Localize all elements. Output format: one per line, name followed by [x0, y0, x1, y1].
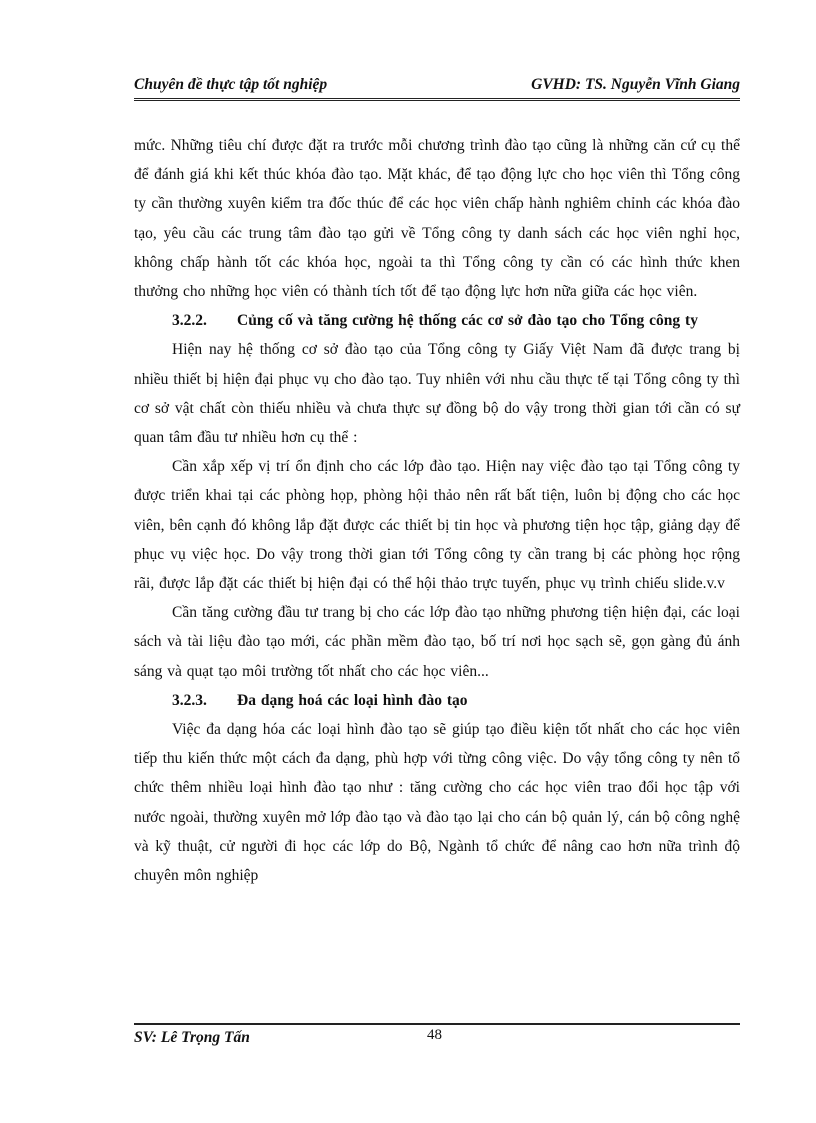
page-header — [134, 72, 740, 101]
paragraph: mức. Những tiêu chí được đặt ra trước mỗi chương trình đào tạo cũng là những căn cứ cụ thể để đánh giá khi kết thúc khóa đào tạo. Mặt khác, để tạo động lực cho học viên thì Tổng công ty cần thường xuyên kiểm tra đốc thúc để các học viên chấp hành nghiêm chỉnh các khóa đào tạo, yêu cầu các trung tâm đào tạo gửi về Tổng công ty danh sách các học viên nghỉ học, không chấp hành tốt các khóa học, ngoài ta thì Tổng công ty cần có các hình thức khen thưởng cho những học viên có thành tích tốt để tạo động lực hơn nữa giữa các học viên. — [134, 137, 740, 301]
paragraph: Việc đa dạng hóa các loại hình đào tạo sẽ giúp tạo điều kiện tốt nhất cho các học viên tiếp thu kiến thức một cách đa dạng, phù hợp với từng công việc. Do vậy tổng công ty nên tổ chức thêm nhiều loại hình đào tạo như : tăng cường cho các học viên trao đổi học tập với nước ngoài, thường xuyên mở lớp đào tạo và đào tạo lại cho cán bộ quản lý, cán bộ công nghệ và kỹ thuật, cử người đi học các lớp do Bộ, Ngành tổ chức để nâng cao hơn nữa trình độ chuyên môn nghiệp — [134, 721, 740, 885]
section-number: 3.2.2. — [172, 312, 207, 330]
paragraph: Hiện nay hệ thống cơ sở đào tạo của Tổng công ty Giấy Việt Nam đã được trang bị nhiều thiết bị hiện đại phục vụ cho đào tạo. Tuy nhiên với nhu cầu thực tế tại Tổng công ty thì cơ sở vật chất còn thiếu nhiều và chưa thực sự đồng bộ do vậy trong thời gian tới cần có sự quan tâm đầu tư nhiều hơn cụ thể : — [134, 341, 740, 447]
section-heading-3-2-2 — [134, 306, 740, 335]
page-number: 48 — [427, 1027, 442, 1043]
header-document-title: Chuyên đề thực tập tốt nghiệp — [134, 76, 328, 93]
section-title: Đa dạng hoá các loại hình đào tạo — [237, 691, 468, 709]
page-footer — [134, 1023, 740, 1055]
section-heading-3-2-3 — [134, 686, 740, 715]
section-title: Củng cố và tăng cường hệ thống các cơ sở đào tạo cho Tổng công ty — [237, 312, 698, 330]
paragraph: Cần tăng cường đầu tư trang bị cho các lớp đào tạo những phương tiện hiện đại, các loại sách và tài liệu đào tạo mới, các phần mềm đào tạo, bố trí nơi học sạch sẽ, gọn gàng đủ ánh sáng và quạt tạo môi trường tốt nhất cho các học viên... — [134, 604, 740, 680]
page-body — [134, 131, 740, 890]
section-number: 3.2.3. — [172, 691, 207, 709]
header-advisor: GVHD: TS. Nguyễn Vĩnh Giang — [531, 76, 740, 93]
footer-student-name: SV: Lê Trọng Tấn — [134, 1029, 250, 1046]
paragraph: Cần xắp xếp vị trí ổn định cho các lớp đào tạo. Hiện nay việc đào tạo tại Tổng công ty được triển khai tại các phòng họp, phòng hội thảo nên rất bất tiện, luôn bị động cho các học viên, bên cạnh đó không lắp đặt được các thiết bị tin học và phương tiện học tập, giảng dạy để phục vụ việc học. Do vậy trong thời gian tới Tổng công ty cần trang bị các phòng học rộng rãi, được lắp đặt các thiết bị hiện đại có thể hội thảo trực tuyến, phục vụ trình chiếu slide.v.v — [134, 458, 740, 593]
